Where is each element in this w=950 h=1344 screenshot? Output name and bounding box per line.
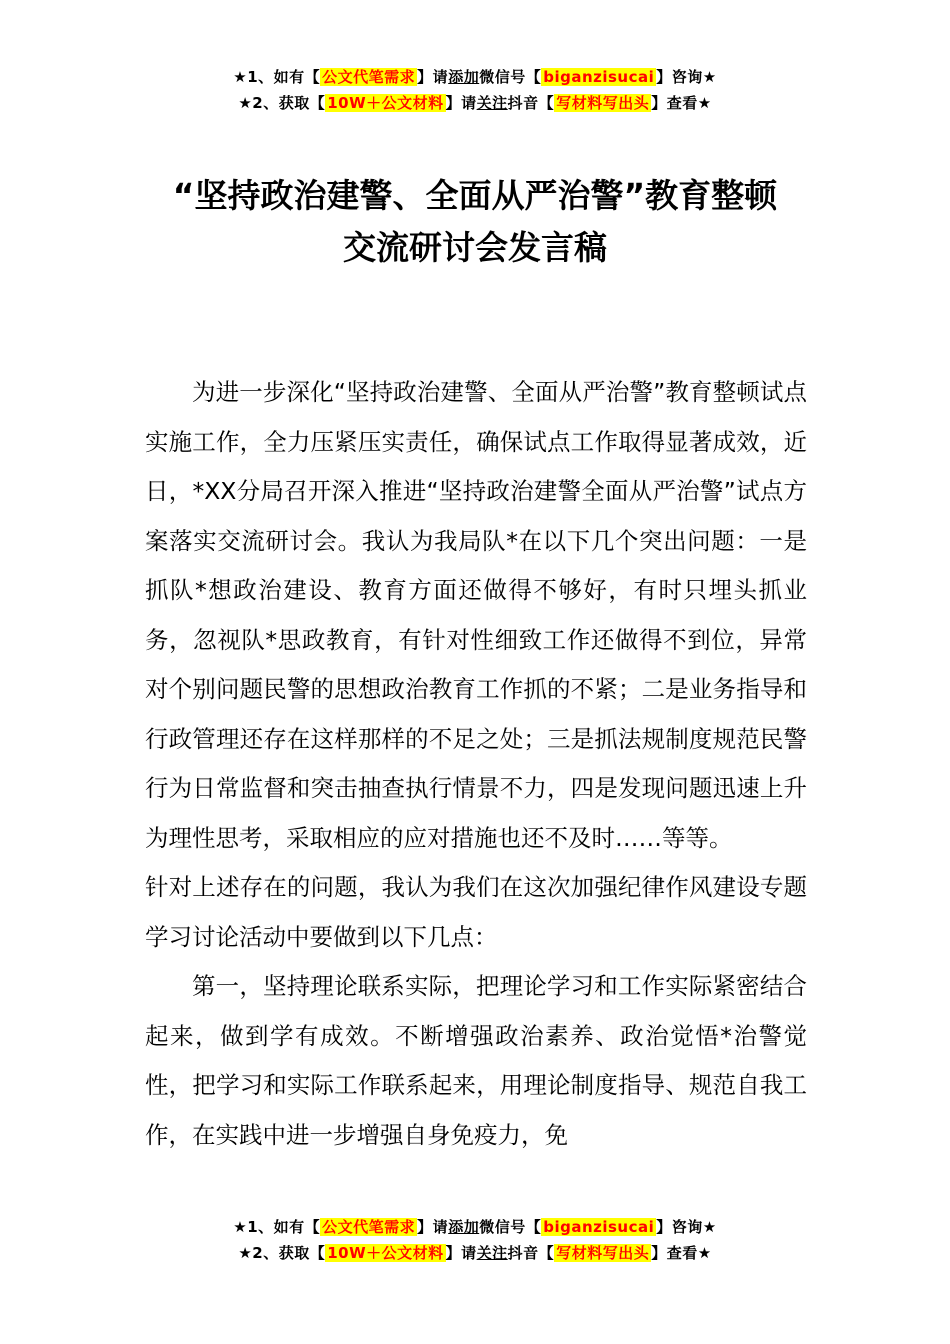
banner-text: 】请 (445, 1244, 477, 1262)
banner-line-2 (0, 90, 950, 116)
paragraph-3: 第一，坚持理论联系实际，把理论学习和工作实际紧密结合起来，做到学有成效。不断增强政治素养、政治觉悟*治警觉性，把学习和实际工作联系起来，用理论制度指导、规范自我工作，在实践中进一步增强自身免疫力，免 (145, 972, 807, 1149)
underlined-text: 关注 (476, 1244, 508, 1262)
underlined-text: 添加 (448, 68, 480, 86)
underlined-text: 关注 (476, 94, 508, 112)
banner-line-2 (0, 1240, 950, 1266)
highlight-text: 公文代笔需求 (322, 68, 416, 86)
document-body (145, 368, 807, 1160)
paragraph-1: 为进一步深化“坚持政治建警、全面从严治警”教育整顿试点实施工作，全力压紧压实责任，确保试点工作取得显著成效，近日，*XX分局召开深入推进“坚持政治建警全面从严治警”试点方案落实交流研讨会。我认为我局队*在以下几个突出问题：一是抓队*想政治建设、教育方面还做得不够好，有时只埋头抓业务，忽视队*思政教育，有针对性细致工作还做得不到位，异常对个别问题民警的思想政治教育工作抓的不紧；二是业务指导和行政管理还存在这样那样的不足之处；三是抓法规制度规范民警行为日常监督和突击抽查执行情景不力，四是发现问题迅速上升为理性思考，采取相应的应对措施也还不及时……等等。 (145, 378, 807, 852)
banner-text: ★1、如有【 (233, 1218, 321, 1236)
banner-line-1 (0, 64, 950, 90)
douyin-id-highlight: 写材料写出头 (556, 94, 650, 112)
banner-text: 抖音【 (507, 1244, 555, 1262)
wechat-id-highlight: biganzisucai (543, 1218, 655, 1236)
banner-text: ★2、获取【 (238, 94, 326, 112)
banner-text: 微信号【 (479, 1218, 542, 1236)
highlight-text: 公文代笔需求 (322, 1218, 416, 1236)
header-banner (0, 64, 950, 116)
banner-text: 】咨询★ (656, 1218, 717, 1236)
douyin-id-highlight: 写材料写出头 (556, 1244, 650, 1262)
underlined-text: 添加 (448, 1218, 480, 1236)
title-line-1: “坚持政治建警、全面从严治警”教育整顿 (172, 176, 778, 215)
banner-text: ★1、如有【 (233, 68, 321, 86)
banner-text: 】请 (445, 94, 477, 112)
banner-text: 】请 (417, 68, 449, 86)
banner-text: 】咨询★ (656, 68, 717, 86)
banner-text: 】请 (417, 1218, 449, 1236)
document-title (0, 170, 950, 274)
footer-banner (0, 1214, 950, 1266)
highlight-text: 10W＋公文材料 (327, 1244, 444, 1262)
title-line-2: 交流研讨会发言稿 (343, 228, 607, 267)
banner-text: ★2、获取【 (238, 1244, 326, 1262)
banner-text: 】查看★ (651, 1244, 712, 1262)
banner-text: 微信号【 (479, 68, 542, 86)
banner-text: 抖音【 (507, 94, 555, 112)
banner-text: 】查看★ (651, 94, 712, 112)
paragraph-2: 针对上述存在的问题，我认为我们在这次加强纪律作风建设专题学习讨论活动中要做到以下几点： (145, 873, 807, 951)
wechat-id-highlight: biganzisucai (543, 68, 655, 86)
banner-line-1 (0, 1214, 950, 1240)
highlight-text: 10W＋公文材料 (327, 94, 444, 112)
